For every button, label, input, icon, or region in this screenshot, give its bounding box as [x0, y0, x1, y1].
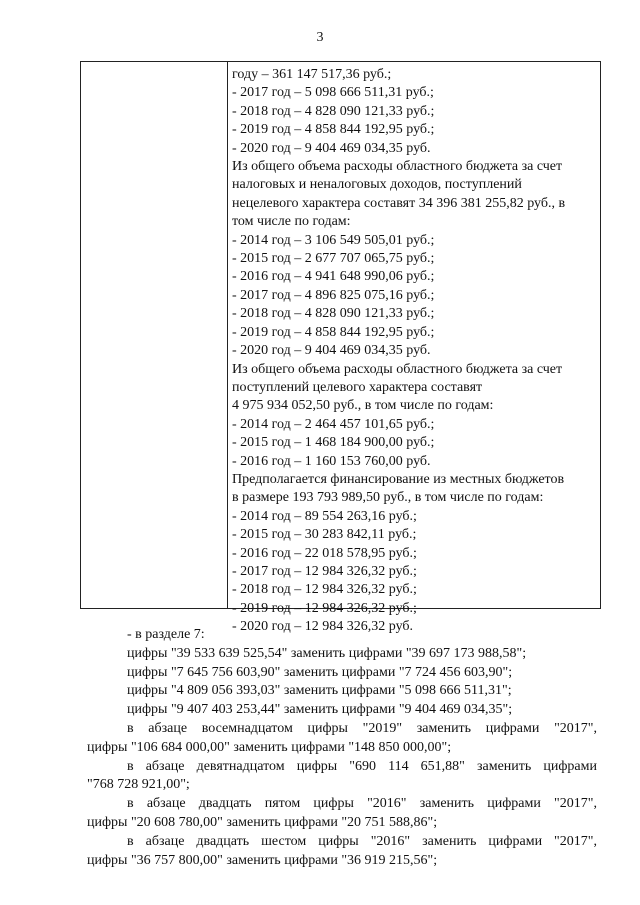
- table-line: поступлений целевого характера составят: [232, 379, 483, 395]
- table-line: - 2017 год – 5 098 666 511,31 руб.;: [232, 85, 434, 101]
- page-number: 3: [316, 30, 324, 45]
- replacement-line: цифры "4 809 056 393,03" заменить цифрами "5 098 666 511,31";: [127, 683, 512, 699]
- table-line: 4 975 934 052,50 руб., в том числе по годам:: [232, 398, 494, 414]
- table-line: - 2017 год – 4 896 825 075,16 руб.;: [232, 287, 435, 303]
- amendments-block: [87, 626, 597, 870]
- table-line: Из общего объема расходы областного бюджета за счет: [232, 361, 563, 377]
- table-line: - 2014 год – 2 464 457 101,65 руб.;: [232, 416, 435, 432]
- table-line: нецелевого характера составят 34 396 381 255,82 руб., в: [232, 195, 566, 211]
- table-line: - 2019 год – 4 858 844 192,95 руб.;: [232, 122, 435, 138]
- table-line: - 2018 год – 12 984 326,32 руб.;: [232, 582, 417, 598]
- amendment-paragraph-second-line: цифры "106 684 000,00" заменить цифрами "148 850 000,00";: [87, 739, 452, 755]
- table-line: - 2015 год – 1 468 184 900,00 руб.;: [232, 435, 435, 451]
- table-line: - 2016 год – 4 941 648 990,06 руб.;: [232, 269, 435, 285]
- replacement-line: цифры "7 645 756 603,90" заменить цифрами "7 724 456 603,90";: [127, 664, 513, 680]
- table-line: году – 361 147 517,36 руб.;: [232, 67, 392, 82]
- table-column-divider: [227, 62, 228, 608]
- replacement-line: цифры "39 533 639 525,54" заменить цифрами "39 697 173 988,58";: [127, 645, 527, 661]
- table-line: - 2017 год – 12 984 326,32 руб.;: [232, 563, 417, 579]
- amendment-paragraph: [87, 720, 597, 758]
- replacement-line: цифры "9 407 403 253,44" заменить цифрами "9 404 469 034,35";: [127, 702, 513, 718]
- table-line: - 2016 год – 1 160 153 760,00 руб.: [232, 453, 431, 469]
- amendment-paragraph-first-line: в абзаце восемнадцатом цифры "2019" заменить цифрами "2017",: [127, 720, 597, 736]
- table-line: Предполагается финансирование из местных бюджетов: [232, 471, 565, 487]
- table-line: Из общего объема расходы областного бюджета за счет: [232, 159, 563, 175]
- table-line: - 2018 год – 4 828 090 121,33 руб.;: [232, 103, 435, 119]
- amendment-paragraph-first-line: в абзаце двадцать пятом цифры "2016" заменить цифрами "2017",: [127, 796, 597, 812]
- amendment-paragraph: [87, 833, 597, 871]
- table-line: - 2014 год – 89 554 263,16 руб.;: [232, 508, 417, 524]
- table-line: - 2019 год – 4 858 844 192,95 руб.;: [232, 324, 435, 340]
- amendment-paragraph-second-line: цифры "36 757 800,00" заменить цифрами "36 919 215,56";: [87, 852, 438, 868]
- table-line: - 2015 год – 2 677 707 065,75 руб.;: [232, 251, 435, 267]
- table-line: - 2018 год – 4 828 090 121,33 руб.;: [232, 306, 435, 322]
- amendment-paragraph-first-line: в абзаце девятнадцатом цифры "690 114 651,88" заменить цифрами: [127, 758, 597, 774]
- amendment-paragraph: [87, 758, 597, 796]
- table-line: налоговых и неналоговых доходов, поступлений: [232, 177, 522, 193]
- amendment-paragraphs: [87, 720, 597, 870]
- amendment-paragraph-second-line: "768 728 921,00";: [87, 777, 190, 793]
- table-line: в размере 193 793 989,50 руб., в том числе по годам:: [232, 490, 544, 506]
- amendment-paragraph-first-line: в абзаце двадцать шестом цифры "2016" заменить цифрами "2017",: [127, 833, 597, 849]
- section-heading: - в разделе 7:: [127, 627, 205, 642]
- table-line: - 2015 год – 30 283 842,11 руб.;: [232, 527, 417, 543]
- table-line: - 2014 год – 3 106 549 505,01 руб.;: [232, 232, 435, 248]
- table-line: - 2020 год – 9 404 469 034,35 руб.: [232, 140, 431, 156]
- table-line: - 2016 год – 22 018 578,95 руб.;: [232, 545, 417, 561]
- replacement-lines: [87, 645, 597, 720]
- table-line: - 2020 год – 9 404 469 034,35 руб.: [232, 343, 431, 359]
- table-line: том числе по годам:: [232, 214, 351, 230]
- amendment-paragraph-second-line: цифры "20 608 780,00" заменить цифрами "20 751 588,86";: [87, 814, 438, 830]
- table-line: - 2020 год – 12 984 326,32 руб.: [232, 619, 414, 635]
- amendment-paragraph: [87, 795, 597, 833]
- table-cell-financing-text: [232, 66, 598, 637]
- table-line: - 2019 год – 12 984 326,32 руб.;: [232, 600, 417, 616]
